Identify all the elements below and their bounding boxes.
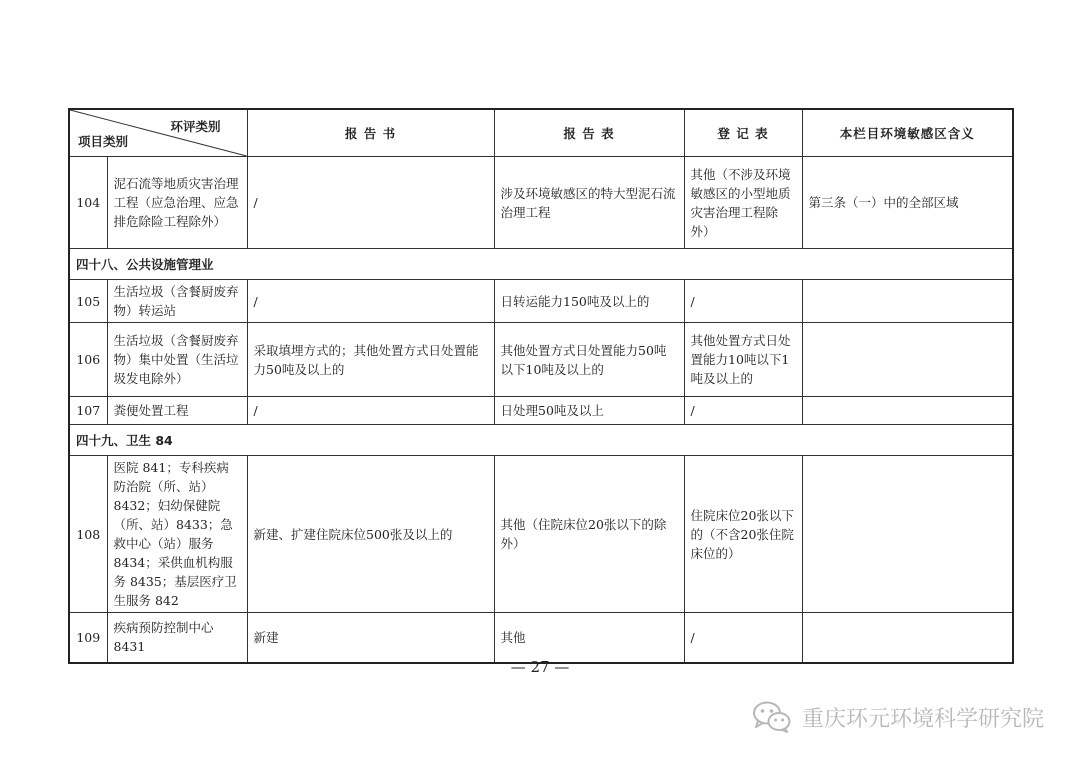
report-book-cell: / bbox=[247, 157, 494, 249]
report-book-cell: / bbox=[247, 397, 494, 425]
project-category: 医院 841；专科疾病防治院（所、站）8432；妇幼保健院（所、站）8433；急救中心（站）服务 8434；采供血机构服务 8435；基层医疗卫生服务 842 bbox=[107, 456, 247, 613]
row-number: 108 bbox=[69, 456, 107, 613]
row-number: 104 bbox=[69, 157, 107, 249]
row-number: 107 bbox=[69, 397, 107, 425]
project-category: 生活垃圾（含餐厨废弃物）集中处置（生活垃圾发电除外） bbox=[107, 323, 247, 397]
report-form-cell: 日转运能力150吨及以上的 bbox=[494, 280, 684, 323]
table-row bbox=[69, 323, 1013, 397]
header-registration-form: 登 记 表 bbox=[684, 109, 802, 157]
sensitive-area-cell bbox=[802, 280, 1013, 323]
registration-cell: 其他处置方式日处置能力10吨以下1吨及以上的 bbox=[684, 323, 802, 397]
section-row-health bbox=[69, 425, 1013, 456]
sensitive-area-cell bbox=[802, 456, 1013, 613]
sensitive-area-cell bbox=[802, 397, 1013, 425]
table-row bbox=[69, 613, 1013, 663]
corner-label-assessment-type: 环评类别 bbox=[170, 119, 221, 134]
project-category: 疾病预防控制中心 8431 bbox=[107, 613, 247, 663]
registration-cell: / bbox=[684, 613, 802, 663]
section-title: 四十九、卫生 84 bbox=[69, 425, 1013, 456]
registration-cell: / bbox=[684, 280, 802, 323]
report-book-cell: 新建、扩建住院床位500张及以上的 bbox=[247, 456, 494, 613]
watermark bbox=[752, 700, 1044, 734]
project-category: 粪便处置工程 bbox=[107, 397, 247, 425]
report-book-cell: 新建 bbox=[247, 613, 494, 663]
report-book-cell: / bbox=[247, 280, 494, 323]
row-number: 105 bbox=[69, 280, 107, 323]
corner-label-project-category: 项目类别 bbox=[78, 134, 129, 149]
sensitive-area-cell bbox=[802, 613, 1013, 663]
project-category: 泥石流等地质灾害治理工程（应急治理、应急排危除险工程除外） bbox=[107, 157, 247, 249]
document-table-container bbox=[68, 108, 1012, 664]
report-form-cell: 其他 bbox=[494, 613, 684, 663]
table-row bbox=[69, 157, 1013, 249]
table-row bbox=[69, 280, 1013, 323]
registration-cell: / bbox=[684, 397, 802, 425]
registration-cell: 其他（不涉及环境敏感区的小型地质灾害治理工程除外） bbox=[684, 157, 802, 249]
watermark-text: 重庆环元环境科学研究院 bbox=[801, 706, 1044, 732]
report-form-cell: 日处理50吨及以上 bbox=[494, 397, 684, 425]
row-number: 109 bbox=[69, 613, 107, 663]
header-corner-cell bbox=[69, 109, 247, 157]
header-sensitive-area: 本栏目环境敏感区含义 bbox=[802, 109, 1013, 157]
section-title: 四十八、公共设施管理业 bbox=[69, 249, 1013, 280]
wechat-icon bbox=[752, 700, 792, 734]
table-header-row bbox=[69, 109, 1013, 157]
row-number: 106 bbox=[69, 323, 107, 397]
environmental-assessment-table bbox=[68, 108, 1014, 664]
registration-cell: 住院床位20张以下的（不含20张住院床位的） bbox=[684, 456, 802, 613]
project-category: 生活垃圾（含餐厨废弃物）转运站 bbox=[107, 280, 247, 323]
section-row-public-facilities bbox=[69, 249, 1013, 280]
header-report-book: 报 告 书 bbox=[247, 109, 494, 157]
table-row bbox=[69, 397, 1013, 425]
header-report-form: 报 告 表 bbox=[494, 109, 684, 157]
sensitive-area-cell: 第三条（一）中的全部区域 bbox=[802, 157, 1013, 249]
sensitive-area-cell bbox=[802, 323, 1013, 397]
report-book-cell: 采取填埋方式的；其他处置方式日处置能力50吨及以上的 bbox=[247, 323, 494, 397]
page-number: — 27 — bbox=[510, 658, 570, 676]
report-form-cell: 其他处置方式日处置能力50吨以下10吨及以上的 bbox=[494, 323, 684, 397]
table-row bbox=[69, 456, 1013, 613]
report-form-cell: 涉及环境敏感区的特大型泥石流治理工程 bbox=[494, 157, 684, 249]
report-form-cell: 其他（住院床位20张以下的除外） bbox=[494, 456, 684, 613]
